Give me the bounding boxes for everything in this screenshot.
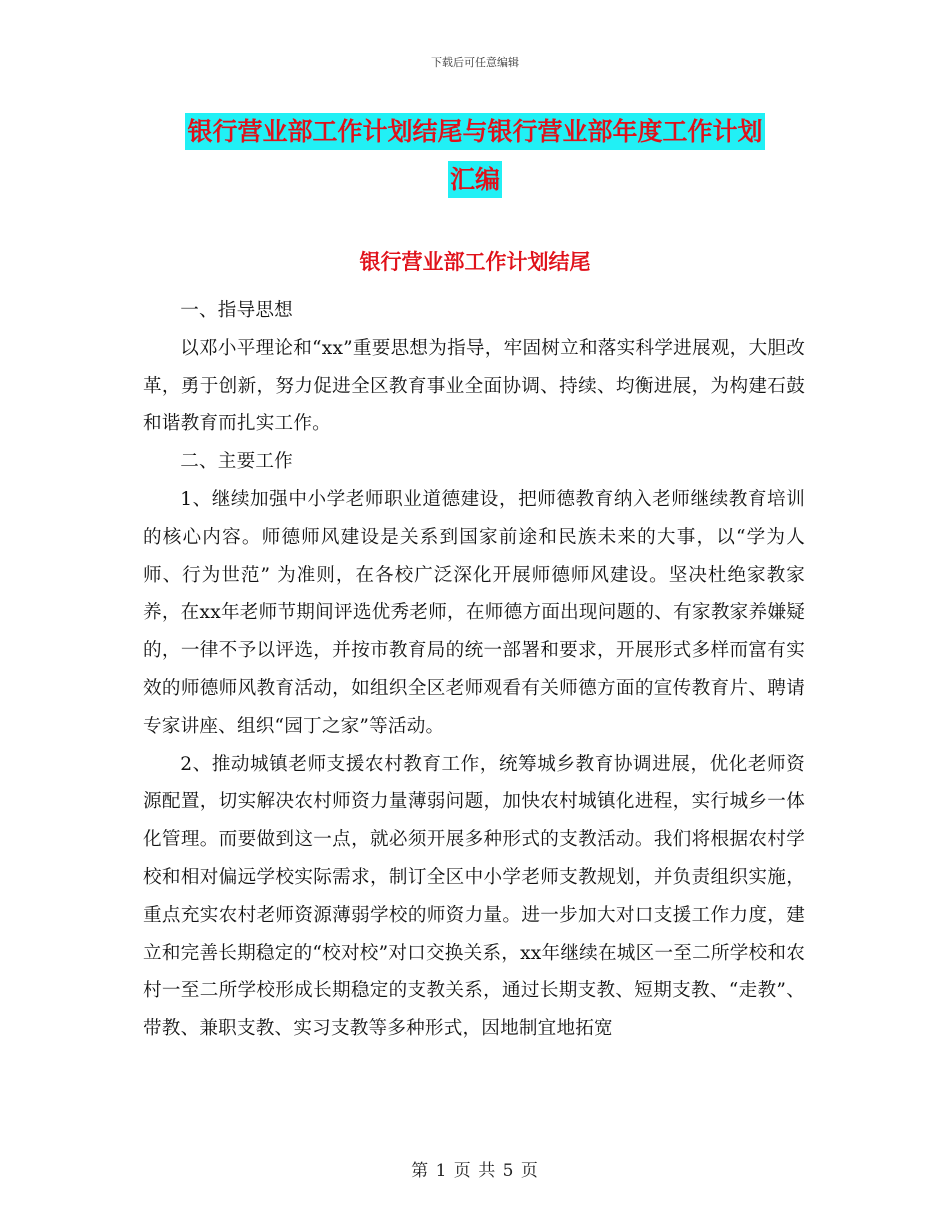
page-header-note: 下载后可任意编辑 bbox=[431, 56, 519, 69]
document-title-line2: 汇编 bbox=[448, 161, 502, 198]
paragraph-work-item-2: 2、推动城镇老师支援农村教育工作，统筹城乡教育协调进展，优化老师资源配置，切实解决农村师资力量薄弱问题，加快农村城镇化进程，实行城乡一体化管理。而要做到这一点，就必须开展多种形式的支教活动。我们将根据农村学校和相对偏远学校实际需求，制订全区中小学老师支教规划，并负责组织实施，重点充实农村老师资源薄弱学校的师资力量。进一步加大对口支援工作力度，建立和完善长期稳定的“校对校”对口交换关系，xx年继续在城区一至二所学校和农村一至二所学校形成长期稳定的支教关系，通过长期支教、短期支教、“走教”、带教、兼职支教、实习支教等多种形式，因地制宜地拓宽 bbox=[143, 753, 805, 1040]
document-title bbox=[145, 108, 805, 204]
heading-guiding-thought: 一、指导思想 bbox=[180, 300, 293, 321]
document-title-line1: 银行营业部工作计划结尾与银行营业部年度工作计划 bbox=[185, 113, 764, 150]
heading-main-work: 二、主要工作 bbox=[180, 451, 293, 473]
paragraph-work-item-1: 1、继续加强中小学老师职业道德建设，把师德教育纳入老师继续教育培训的核心内容。师德师风建设是关系到国家前途和民族未来的大事，以“学为人师、行为世范” 为准则，在各校广泛深化开展师德师风建设。坚决杜绝家教家养，在xx年老师节期间评选优秀老师，在师德方面出现问题的、有家教家养嫌疑的，一律不予以评选，并按市教育局的统一部署和要求，开展形式多样而富有实效的师德师风教育活动，如组织全区老师观看有关师德方面的宣传教育片、聘请专家讲座、组织“园丁之家”等活动。 bbox=[143, 488, 805, 737]
document-body bbox=[143, 292, 805, 1048]
page-number: 第 1 页 共 5 页 bbox=[411, 1161, 539, 1181]
paragraph-guiding-thought: 以邓小平理论和“xx”重要思想为指导，牢固树立和落实科学进展观，大胆改革，勇于创新，努力促进全区教育事业全面协调、持续、均衡进展，为构建石鼓和谐教育而扎实工作。 bbox=[143, 337, 805, 435]
section-title: 银行营业部工作计划结尾 bbox=[359, 250, 591, 274]
